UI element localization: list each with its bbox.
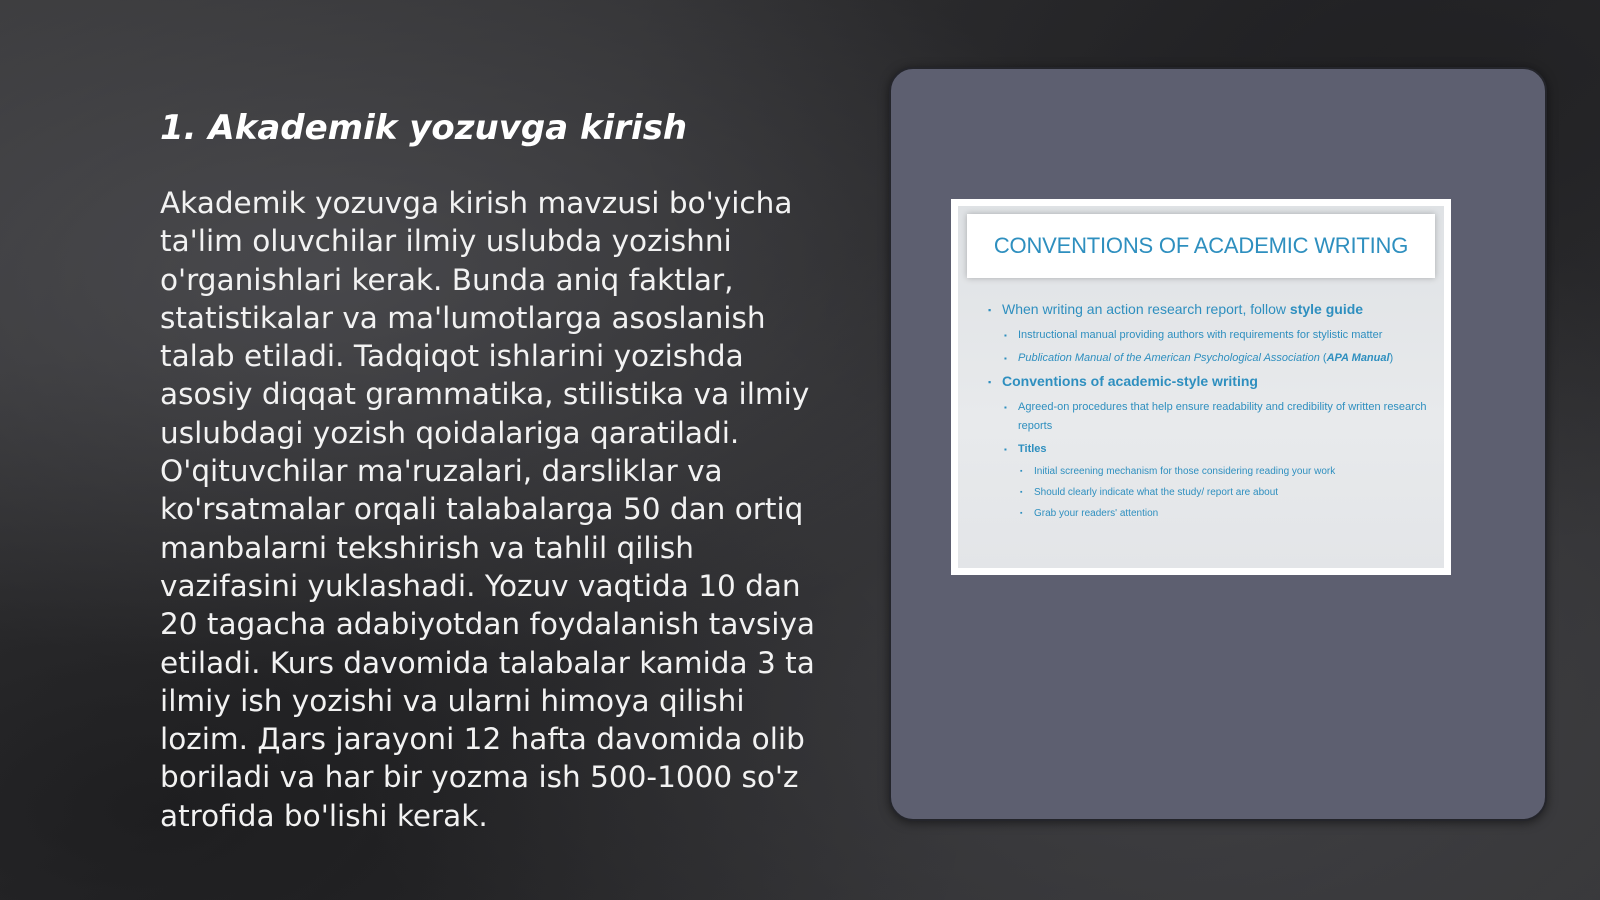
- embedded-slide-content: [958, 206, 1444, 568]
- item-text: When writing an action research report, follow: [1002, 301, 1290, 317]
- list-item: [1004, 398, 1428, 436]
- list-item: [988, 300, 1428, 318]
- embedded-title-box: [967, 214, 1435, 278]
- list-item: [988, 372, 1428, 390]
- embedded-bullet-list: [988, 300, 1428, 526]
- bullet-icon: ▪: [1020, 468, 1023, 475]
- bullet-icon: ▪: [988, 377, 992, 387]
- item-bold-text: style guide: [1289, 301, 1364, 317]
- bullet-icon: ▪: [1004, 354, 1007, 363]
- embedded-slide-image: [951, 199, 1451, 575]
- item-text: Instructional manual providing authors with requirements for stylistic matter: [1018, 329, 1383, 341]
- list-item: [1004, 326, 1428, 345]
- bullet-icon: ▪: [1004, 445, 1007, 454]
- item-paren-open: (: [1319, 352, 1327, 364]
- item-text: Grab your readers' attention: [1034, 508, 1159, 519]
- list-item: [1004, 440, 1428, 459]
- item-italic-text: Publication Manual of the American Psychological Association: [1018, 352, 1320, 364]
- list-item: [1020, 463, 1428, 480]
- item-bold-text: Conventions of academic-style writing: [1002, 373, 1258, 389]
- list-item: [1004, 349, 1428, 368]
- list-item: [1020, 505, 1428, 522]
- slide-title: 1. Akademik yozuvga kirish: [160, 108, 688, 148]
- item-bold-text: APA Manual: [1326, 352, 1390, 364]
- list-item: [1020, 484, 1428, 501]
- bullet-icon: ▪: [1004, 403, 1007, 412]
- bullet-icon: ▪: [1020, 510, 1023, 517]
- item-bold-text: Titles: [1018, 443, 1047, 455]
- embedded-slide-title: CONVENTIONS OF ACADEMIC WRITING: [993, 233, 1409, 258]
- slide-body-text: Akademik yozuvga kirish mavzusi bo'yicha ta'lim oluvchilar ilmiy uslubda yozishni o'rganishlari kerak. Bunda aniq faktlar, statistikalar va ma'lumotlarga asoslanish talab etiladi. Tadqiqot ishlarini yozishda asosiy diqqat grammatika, stilistika va ilmiy uslubdagi yozish qoidalariga qaratiladi. O'qituvchilar ma'ruzalari, darsliklar va ko'rsatmalar orqali talabalarga 50 dan ortiq manbalarni tekshirish va tahlil qilish vazifasini yuklashadi. Yozuv vaqtida 10 dan 20 tagacha adabiyotdan foydalanish tavsiya etiladi. Kurs davomida talabalar kamida 3 ta ilmiy ish yozishi va ularni himoya qilishi lozim. Дars jarayoni 12 hafta davomida olib boriladi va har bir yozma ish 500-1000 so'z atrofida bo'lishi kerak.: [160, 186, 815, 833]
- item-text: Agreed-on procedures that help ensure readability and credibility of written research reports: [1018, 401, 1427, 432]
- item-paren-close: ): [1389, 352, 1394, 364]
- bullet-icon: ▪: [988, 305, 992, 315]
- bullet-icon: ▪: [1020, 489, 1023, 496]
- item-text: Should clearly indicate what the study/ report are about: [1034, 487, 1279, 498]
- bullet-icon: ▪: [1004, 331, 1007, 340]
- item-text: Initial screening mechanism for those considering reading your work: [1034, 466, 1336, 477]
